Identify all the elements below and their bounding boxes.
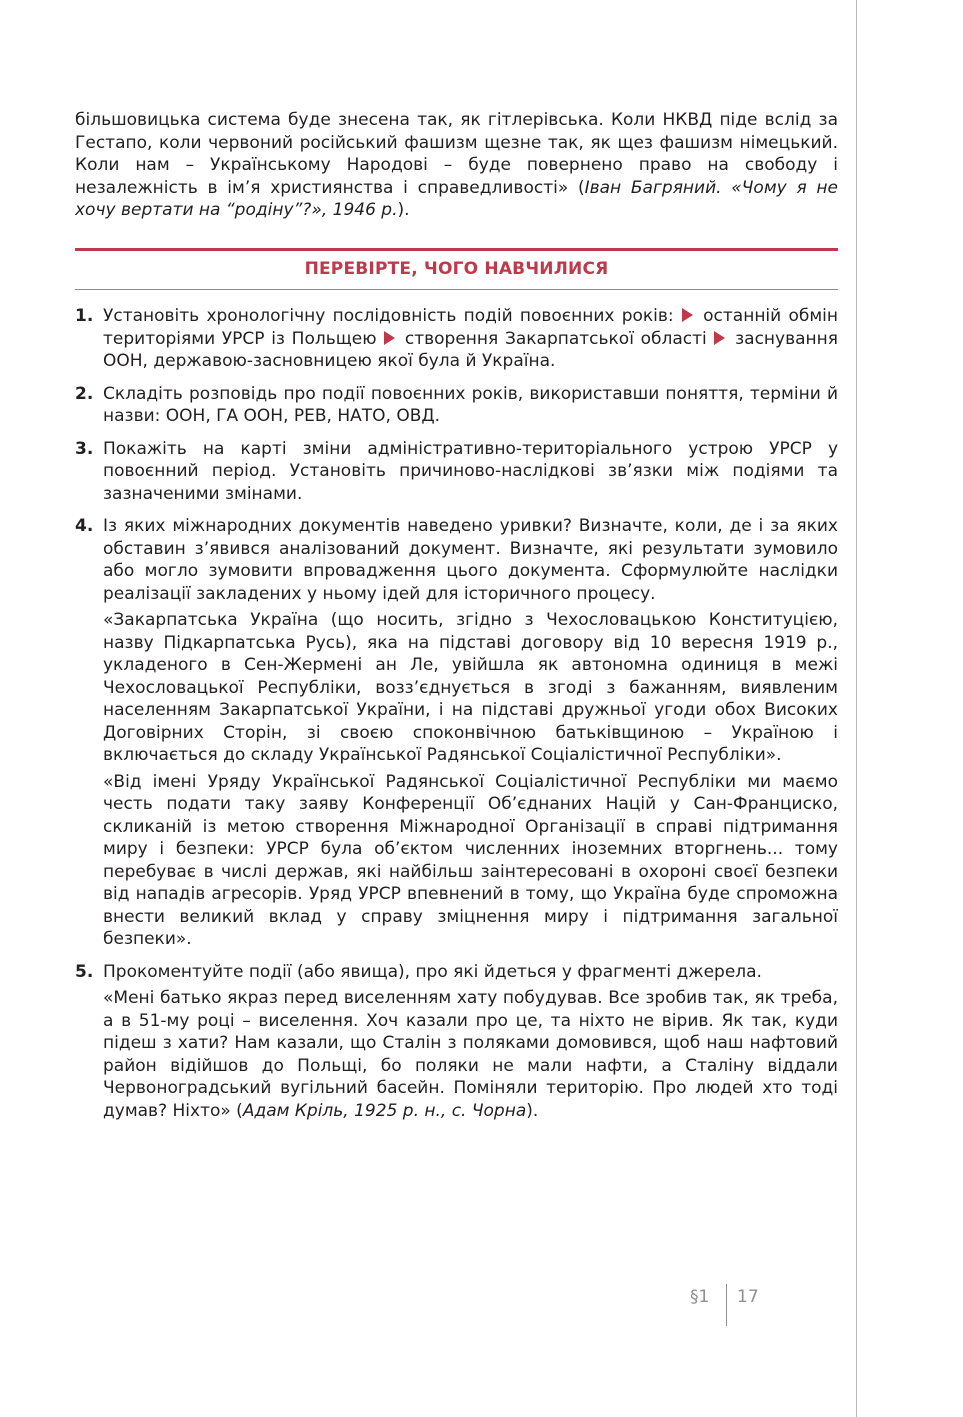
section-top-rule [75, 248, 838, 251]
section-bottom-rule [75, 289, 838, 290]
task-text: Із яких міжнародних документів наведено уривки? Визначте, коли, де і за яких обставин з’явився аналізований документ. Визначте, які результати зумовило або могло зумовити впровадження цього документа. Сформулюйте наслідки реалізації закладених у ньому ідей для історичного процесу. [103, 516, 838, 604]
task-list [75, 305, 838, 1132]
intro-end: ). [397, 200, 410, 220]
task-text-part: заснування ООН, державою-засновницею якої була й Україна. [103, 328, 838, 371]
task-number: 2. [75, 383, 94, 404]
page-number: 17 [737, 1287, 759, 1307]
task-5 [75, 961, 838, 1123]
intro-paragraph [75, 109, 838, 222]
task-number: 4. [75, 516, 94, 536]
source-quote: «Від імені Уряду Української Радянської Соціалістичної Республіки ми маємо честь подати таку заяву Конференції Об’єднаних Націй у Сан-Франциско, скликаній із метою створення Міжнародної Організації в справі підтримання миру і безпеки: УРСР була об’єктом численних іноземних вторгнень... тому перебуває в числі держав, які найбільш заінтересовані в охороні своєї безпеки від нападів агресорів. Уряд УРСР впевнений в тому, що Україна буде спроможна внести великий вклад у справу зміцнення миру і підтримання загальної безпеки». [103, 771, 838, 949]
task-text [103, 305, 838, 373]
intro-text: більшовицька система буде знесена так, як гітлерівська. Коли НКВД піде вслід за Гестапо, коли червоний російський фашизм щезне так, як щез фашизм німецький. Коли нам – Українському Народові – буде повернено право на свободу і незалежність в ім’я християнства і справедливості» ( [75, 110, 838, 198]
task-text-part: останній обмін територіями УРСР із Польщею [103, 306, 838, 349]
page-edge-rule [856, 0, 857, 1417]
quote-end: ). [526, 1100, 539, 1121]
task-2 [75, 383, 838, 428]
task-text-part: Установіть хронологічну послідовність подій повоєнних років: [103, 306, 681, 326]
task-text: Складіть розповідь про події повоєнних років, використавши поняття, терміни й назви: ООН, ГА ООН, РЕВ, НАТО, ОВД. [103, 383, 838, 426]
task-text-part: створення Закарпатської області [398, 328, 714, 349]
task-1 [75, 305, 838, 373]
page-footer [690, 1284, 810, 1326]
triangle-arrow-icon [682, 308, 693, 322]
task-number: 5. [75, 961, 94, 982]
task-text: Покажіть на карті зміни адміністративно-територіального устрою УРСР у повоєнний період. Установіть причиново-наслідкові зв’язки між подіями та зазначеними змінами. [103, 438, 838, 504]
task-number: 3. [75, 438, 94, 459]
quote-citation: Адам Кріль, 1925 р. н., с. Чорна [242, 1100, 527, 1121]
section-title: ПЕРЕВІРТЕ, ЧОГО НАВЧИЛИСЯ [304, 259, 609, 279]
task-number: 1. [75, 306, 94, 326]
quote-text: «Мені батько якраз перед виселенням хату побудував. Все зробив так, як треба, а в 51-му році – виселення. Хоч казали про це, та ніхто не вірив. Як так, куди підеш з хати? Нам казали, що Сталін з поляками домовився, щоб наш нафтовий район відійшов до Польщі, бо поляки не мали нафти, а Сталіну віддали Червоноградський вугільний басейн. Поміняли територію. Про людей хто тоді думав? Ніхто» ( [103, 988, 838, 1121]
triangle-arrow-icon [714, 331, 725, 345]
task-3 [75, 438, 838, 506]
intro-citation: Іван Багряний. «Чому я не хочу вертати на “родіну”?», 1946 р. [75, 177, 838, 220]
section-header [75, 248, 838, 290]
triangle-arrow-icon [384, 331, 395, 345]
task-4 [75, 515, 838, 951]
footer-divider [726, 1284, 727, 1326]
source-quote: «Закарпатська Україна (що носить, згідно з Чехословацькою Конституцією, назву Підкарпатська Русь), яка на підставі договору від 10 вересня 1919 р., укладеного в Сен-Жермені ан Ле, увійшла як автономна одиниця в межі Чехословацької Республіки, возз’єднується в згоді з бажанням, виявленим населенням Закарпатської України, і на підставі дружньої угоди обох Високих Договірних Сторін, зі своєю споконвічною батьківщиною – Україною і включається до складу Української Радянської Соціалістичної Республіки». [103, 610, 838, 765]
source-quote [103, 987, 838, 1122]
section-number: §1 [690, 1287, 710, 1307]
task-text: Прокоментуйте події (або явища), про які йдеться у фрагменті джерела. [103, 961, 762, 982]
